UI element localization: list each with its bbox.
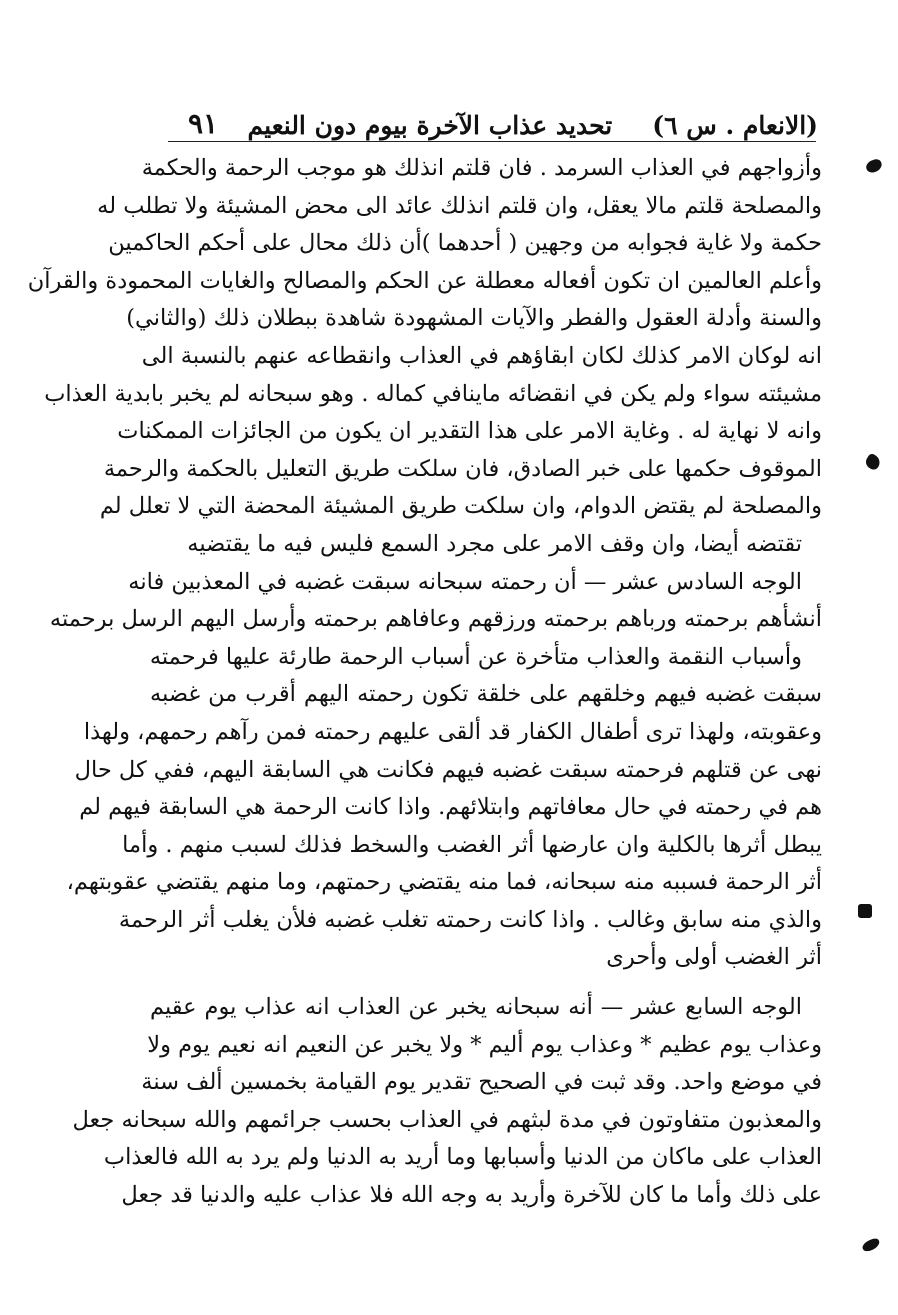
text-line: يبطل أثرها بالكلية وان عارضها أثر الغضب والسخط فذلك لسبب منهم . وأما (122, 831, 822, 858)
text-line: والمصلحة لم يقتض الدوام، وان سلكت طريق المشيئة المحضة التي لا تعلل لم (99, 493, 822, 520)
text-line: على ذلك وأما ما كان للآخرة وأريد به وجه الله فلا عذاب عليه والدنيا قد جعل (121, 1182, 822, 1209)
text-line: أثر الغضب أولى وأحرى (606, 944, 822, 971)
text-line: نهى عن قتلهم فرحمته سبقت غضبه فيهم فكانت هي السابقة اليهم، ففي كل حال (74, 756, 822, 783)
text-line: تقتضه أيضا، وان وقف الامر على مجرد السمع فليس فيه ما يقتضيه (187, 530, 802, 557)
text-line: والسنة وأدلة العقول والفطر والآيات المشهودة شاهدة ببطلان ذلك (والثاني) (126, 305, 822, 332)
ink-blot-mark (864, 158, 883, 175)
ink-blot-mark (858, 904, 872, 918)
section-heading-line: الوجه السادس عشر — أن رحمته سبحانه سبقت غضبه في المعذبين فانه (128, 568, 802, 595)
text-line: وأسباب النقمة والعذاب متأخرة عن أسباب الرحمة طارئة عليها فرحمته (149, 643, 802, 670)
text-line: وانه لا نهاية له . وغاية الامر على هذا التقدير ان يكون من الجائزات الممكنات (117, 418, 822, 445)
text-line: وأعلم العالمين ان تكون أفعاله معطلة عن الحكم والمصالح والغايات المحمودة والقرآن (27, 267, 822, 294)
text-line: والمصلحة قلتم مالا يعقل، وان قلتم انذلك عائد الى محض المشيئة ولا تطلب له (97, 192, 822, 219)
ink-blot-mark (861, 1237, 882, 1254)
text-line: في موضع واحد. وقد ثبت في الصحيح تقدير يوم القيامة بخمسين ألف سنة (141, 1069, 822, 1096)
text-line: مشيئته سواء ولم يكن في انقضائه ماينافي كماله . وهو سبحانه لم يخبر بابدية العذاب (44, 380, 822, 407)
chapter-reference: (الانعام . س ٦) (652, 111, 818, 140)
text-line: وأزواجهم في العذاب السرمد . فان قلتم انذلك هو موجب الرحمة والحكمة (141, 155, 822, 181)
text-line: والمعذبون متفاوتون في مدة لبثهم في العذاب بحسب جرائمهم والله سبحانه جعل (72, 1106, 822, 1133)
text-line: وعقوبته، ولهذا ترى أطفال الكفار قد ألقى عليهم رحمته فمن رآهم رحمهم، ولهذا (83, 718, 822, 745)
text-line: أثر الرحمة فسببه منه سبحانه، فما منه يقتضي رحمتهم، وما منهم يقتضي عقوبتهم، (66, 869, 822, 896)
text-line: هم في رحمته في حال معافاتهم وابتلائهم. واذا كانت الرحمة هي السابقة فيهم لم (79, 794, 822, 821)
paragraph-gap (150, 977, 822, 989)
ink-blot-mark (863, 452, 882, 471)
text-line: سبقت غضبه فيهم وخلقهم على خلقة تكون رحمته اليهم أقرب من غضبه (150, 681, 822, 708)
page-number: ٩١ (188, 107, 219, 140)
text-line: والذي منه سابق وغالب . واذا كانت رحمته تغلب غضبه فلأن يغلب أثر الرحمة (118, 906, 822, 933)
running-header (168, 96, 818, 140)
text-line: أنشأهم برحمته ورباهم برحمته ورزقهم وعافاهم برحمته وأرسل اليهم الرسل برحمته (49, 606, 822, 633)
header-rule (168, 141, 816, 142)
text-line: العذاب على ماكان من الدنيا وأسبابها وما أريد به الدنيا ولم يرد به الله فالعذاب (103, 1144, 822, 1171)
text-line: انه لوكان الامر كذلك لكان ابقاؤهم في العذاب وانقطاعه عنهم بالنسبة الى (141, 342, 822, 369)
text-line: وعذاب يوم عظيم * وعذاب يوم أليم * ولا يخبر عن النعيم انه نعيم يوم ولا (147, 1031, 822, 1058)
text-line: حكمة ولا غاية فجوابه من وجهين ( أحدهما )أن ذلك محال على أحكم الحاكمين (108, 230, 822, 257)
section-heading-line: الوجه السابع عشر — أنه سبحانه يخبر عن العذاب انه عذاب يوم عقيم (150, 994, 802, 1021)
header-title: تحديد عذاب الآخرة بيوم دون النعيم (247, 111, 613, 140)
page-body (27, 150, 822, 1215)
text-line: الموقوف حكمها على خبر الصادق، فان سلكت طريق التعليل بالحكمة والرحمة (103, 455, 822, 482)
